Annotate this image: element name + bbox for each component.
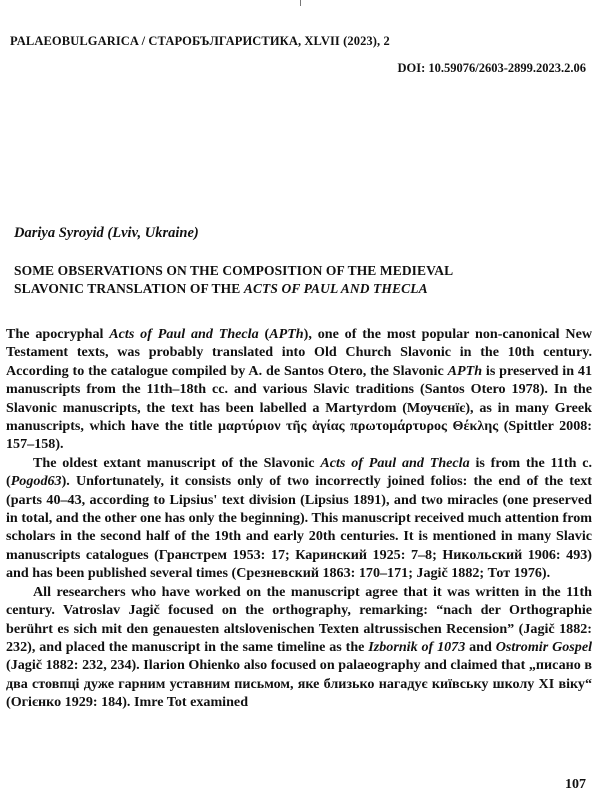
doi-line: DOI: 10.59076/2603-2899.2023.2.06 — [397, 61, 586, 75]
text-run-italic: Acts of Paul and Thecla — [109, 326, 259, 342]
text-run: The oldest extant manuscript of the Slavonic — [33, 454, 321, 471]
paragraph-3 — [6, 583, 592, 712]
article-body — [6, 325, 592, 712]
text-run: and — [465, 638, 496, 655]
title-line-1: SOME OBSERVATIONS ON THE COMPOSITION OF THE MEDIEVAL — [14, 263, 454, 278]
text-run: ( — [258, 326, 270, 342]
article-author: Dariya Syroyid (Lviv, Ukraine) — [14, 225, 199, 241]
text-run: ). Unfortunately, it consists only of two incorrectly joined folios: the end of the text (parts 40–43, according to Lipsius' text division (Lipsius 1891), and two miracles (one preserved in total, and the other one has only the beginning). This manuscript received much attention from scholars in the second half of the 19th and early 20th centuries. It is mentioned in many Slavic manuscripts catalogues (Гранстрем 1953: 17; Каринский 1925: 7–8; Никольский 1906: 493) and has been published several times (Срезневский 1863: 170–171; Jagič 1882; Тот 1976). — [6, 473, 592, 582]
text-run-italic: Ostromir Gospel — [495, 638, 592, 655]
text-run-italic: Izbornik of 1073 — [368, 638, 466, 655]
title-line-2-italic: ACTS OF PAUL AND THECLA — [243, 280, 428, 296]
article-title — [14, 262, 589, 297]
text-run: ), one of the most popular non-canonical New Testament texts, was probably translated into Old Church Slavonic in the 10th century. According to the catalogue compiled by A. de Santos Otero, the Slavonic — [6, 326, 593, 379]
paragraph-2 — [6, 454, 592, 583]
text-run: is from the 11th c. ( — [6, 454, 592, 490]
text-run: All researchers who have worked on the manuscript agree that it was written in the 11th century. Vatroslav Jagič focused on the orthography, remarking: “nach der Orthographie berührt es sich mit den genauesten altslovenischen Texten altrussischen Recension” (Jagič 1882: 232), and placed the manuscript in the same timeline as the — [6, 583, 592, 655]
text-run-italic: APTh — [269, 326, 304, 342]
text-run: (Jagič 1882: 232, 234). Ilarion Ohienko also focused on palaeography and claimed that „писано в два стовпці дуже гарним уставним письмом, яке близько нагадує київську школу XI віку“ (Огієнко 1929: 184). Imre Tot examined — [6, 657, 592, 711]
crop-mark — [300, 0, 301, 6]
running-head: PALAEOBULGARICA / СТАРОБЪЛГАРИСТИКА, XLVII (2023), 2 — [10, 34, 390, 48]
text-run-italic: Pogod63 — [10, 473, 62, 490]
paragraph-1 — [6, 325, 592, 454]
text-run-italic: APTh — [447, 362, 483, 379]
title-line-2 — [14, 280, 589, 298]
text-run-italic: Acts of Paul and Thecla — [320, 454, 470, 471]
text-run: is preserved in 41 manuscripts from the 11th–18th cc. and various Slavic traditions (Santos Otero 1978). In the Slavonic manuscripts, the text has been labelled a Martyrdom (Мѹчєнїє), as in many Greek manuscripts, which have the title μαρτύριον τῆς ἁγίας πρωτομάρτυρος Θέκλης (Spittler 2008: 157–158). — [6, 362, 593, 453]
title-line-2-plain: SLAVONIC TRANSLATION OF THE — [14, 280, 244, 296]
text-run: The apocryphal — [6, 326, 110, 342]
page-number: 107 — [565, 777, 586, 792]
